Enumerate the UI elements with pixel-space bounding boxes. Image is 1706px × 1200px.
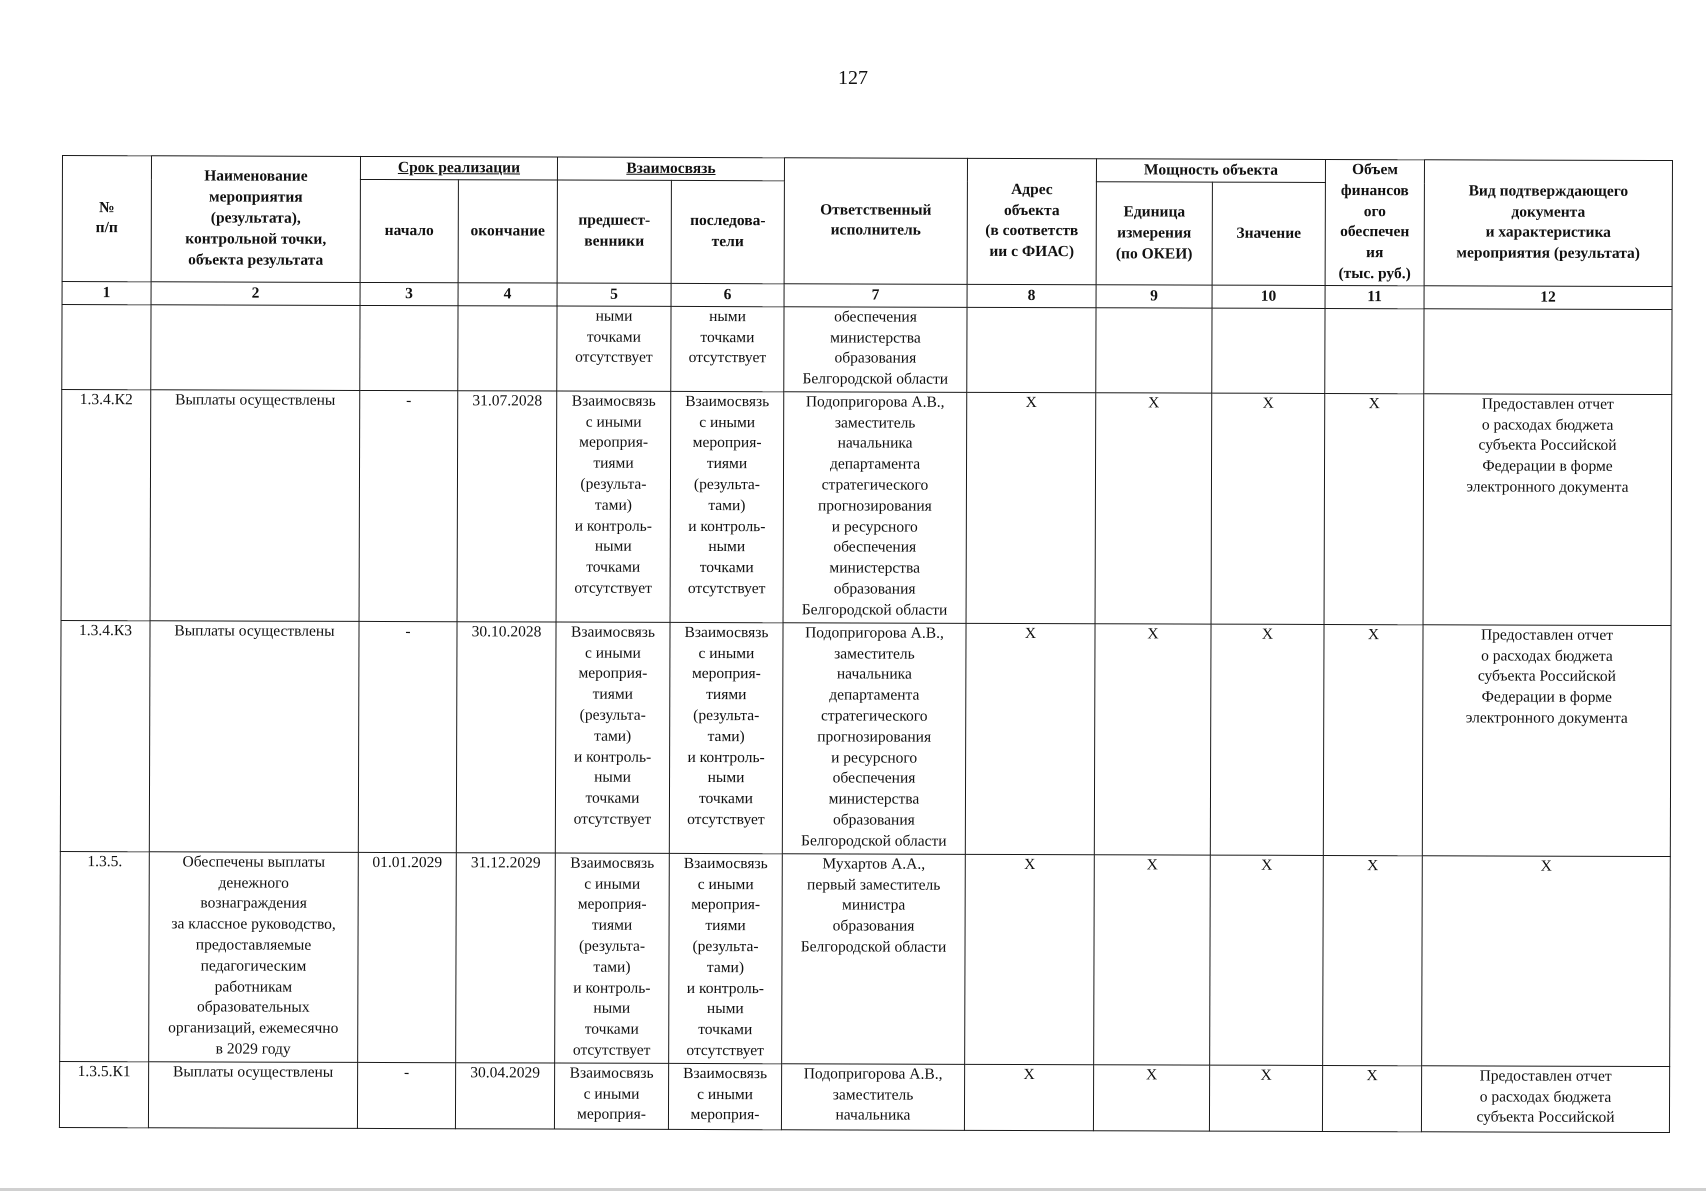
cell-predecessors: Взаимосвязь с иными мероприя- тиями (результа- тами) и контроль- ными точками отсутствует — [555, 622, 670, 853]
header-name: Наименование мероприятия (результата), контрольной точки, объекта результата — [151, 156, 360, 282]
cell-unit — [1096, 308, 1212, 393]
cell-start: - — [357, 1062, 455, 1128]
cell-successors: Взаимосвязь с иными мероприя- — [668, 1063, 781, 1129]
cell-end: 31.12.2029 — [456, 853, 556, 1063]
cell-start: - — [359, 390, 458, 621]
cell-unit: Х — [1094, 624, 1211, 855]
cell-successors: Взаимосвязь с иными мероприя- тиями (результа- тами) и контроль- ными точками отсутствует — [669, 853, 783, 1063]
cell-address: Х — [964, 1064, 1093, 1130]
cell-start: - — [358, 621, 457, 852]
cell-value: Х — [1210, 855, 1324, 1065]
header-value: Значение — [1212, 183, 1325, 286]
header-successors: последова- тели — [671, 181, 784, 284]
cell-responsible: Мухартов А.А., первый заместитель министра образования Белгородской области — [782, 854, 966, 1065]
cell-financing: Х — [1323, 855, 1423, 1065]
header-start: начало — [360, 180, 458, 283]
document-sheet — [59, 155, 1673, 1133]
column-number: 12 — [1424, 286, 1672, 310]
cell-financing: Х — [1324, 393, 1424, 624]
cell-end: 30.04.2029 — [455, 1063, 554, 1129]
header-unit: Единица измерения (по ОКЕИ) — [1096, 182, 1212, 285]
table-row — [59, 1061, 1669, 1132]
cell-value: Х — [1211, 393, 1325, 624]
header-end: окончание — [458, 180, 557, 283]
table-row — [60, 851, 1671, 1066]
table-row — [62, 304, 1672, 394]
table-row — [61, 389, 1672, 625]
cell-name: Выплаты осуществлены — [148, 1062, 357, 1129]
cell-address: Х — [965, 854, 1095, 1064]
cell-document — [1424, 309, 1672, 395]
plan-table — [59, 155, 1673, 1133]
cell-document: Х — [1422, 856, 1671, 1067]
cell-id — [62, 304, 151, 389]
cell-id: 1.3.5. — [60, 851, 150, 1061]
table-row — [60, 620, 1671, 856]
cell-address: Х — [965, 623, 1095, 854]
cell-financing — [1325, 308, 1424, 393]
cell-id: 1.3.4.К2 — [61, 389, 151, 620]
header-address: Адрес объекта (в соответств ии с ФИАС) — [967, 158, 1096, 284]
cell-responsible: Подопригорова А.В., заместитель начальника департамента стратегического прогнозирования и ресурсного обеспечения министерства образования Белгородской области — [782, 623, 966, 855]
scan-edge-line — [0, 1188, 1706, 1191]
cell-responsible: обеспечения министерства образования Белгородской области — [784, 307, 967, 393]
cell-responsible: Подопригорова А.В., заместитель начальника департамента стратегического прогнозирования и ресурсного обеспечения министерства образования Белгородской области — [783, 392, 967, 624]
cell-unit: Х — [1095, 393, 1212, 624]
header-number: № п/п — [62, 156, 151, 282]
cell-document: Предоставлен отчет о расходах бюджета субъекта Российской Федерации в форме электронного документа — [1423, 394, 1672, 626]
column-number: 9 — [1096, 285, 1212, 308]
cell-successors: Взаимосвязь с иными мероприя- тиями (результа- тами) и контроль- ными точками отсутствует — [670, 391, 784, 622]
cell-financing: Х — [1322, 1065, 1421, 1131]
cell-document: Предоставлен отчет о расходах бюджета субъекта Российской Федерации в форме электронного документа — [1422, 625, 1671, 857]
cell-end — [458, 306, 557, 391]
column-number: 7 — [784, 284, 967, 308]
header-document: Вид подтверждающего документа и характеристика мероприятия (результата) — [1424, 160, 1672, 287]
cell-end: 31.07.2028 — [457, 391, 557, 622]
cell-unit: Х — [1094, 855, 1211, 1065]
cell-name: Выплаты осуществлены — [149, 621, 359, 853]
cell-predecessors: ными точками отсутствует — [557, 306, 671, 391]
column-number: 8 — [967, 284, 1096, 307]
cell-start: 01.01.2029 — [358, 852, 457, 1062]
cell-predecessors: Взаимосвязь с иными мероприя- — [554, 1063, 668, 1129]
cell-predecessors: Взаимосвязь с иными мероприя- тиями (результа- тами) и контроль- ными точками отсутствует — [555, 853, 670, 1063]
cell-successors: ными точками отсутствует — [671, 306, 784, 391]
cell-address — [967, 307, 1096, 392]
column-number: 6 — [671, 283, 784, 306]
header-group-link: Взаимосвязь — [557, 157, 784, 181]
cell-responsible: Подопригорова А.В., заместитель начальника — [781, 1064, 964, 1131]
cell-financing: Х — [1323, 624, 1423, 855]
cell-predecessors: Взаимосвязь с иными мероприя- тиями (результа- тами) и контроль- ными точками отсутствует — [556, 391, 671, 622]
column-number: 2 — [151, 282, 360, 306]
cell-name: Обеспечены выплаты денежного вознаграждения за классное руководство, предоставляемые педагогическим работникам образовательных организаций, ежемесячно в 2029 году — [149, 852, 359, 1063]
header-responsible: Ответственный исполнитель — [784, 158, 967, 284]
column-number: 10 — [1212, 285, 1325, 308]
column-number: 4 — [458, 283, 557, 306]
cell-value: Х — [1210, 624, 1324, 855]
page-number: 127 — [838, 67, 868, 89]
cell-successors: Взаимосвязь с иными мероприя- тиями (результа- тами) и контроль- ными точками отсутствует — [669, 622, 783, 853]
cell-value — [1212, 308, 1325, 393]
cell-document: Предоставлен отчет о расходах бюджета субъекта Российской — [1421, 1066, 1669, 1133]
column-number: 11 — [1325, 285, 1424, 308]
cell-value: Х — [1209, 1065, 1322, 1131]
header-predecessors: предшест- венники — [557, 180, 671, 283]
cell-unit: Х — [1093, 1065, 1209, 1131]
header-financing: Объем финансов ого обеспечен ия (тыс. руб.) — [1325, 159, 1424, 285]
column-number: 1 — [62, 281, 151, 304]
cell-start — [360, 305, 458, 390]
cell-end: 30.10.2028 — [456, 622, 556, 853]
cell-id: 1.3.5.К1 — [59, 1061, 148, 1127]
column-number: 3 — [360, 282, 458, 305]
header-group-term: Срок реализации — [360, 156, 557, 180]
cell-id: 1.3.4.К3 — [60, 620, 150, 851]
column-number: 5 — [557, 283, 671, 306]
cell-name — [151, 305, 360, 391]
header-group-power: Мощность объекта — [1096, 159, 1325, 183]
cell-address: Х — [966, 392, 1096, 623]
cell-name: Выплаты осуществлены — [150, 390, 360, 622]
